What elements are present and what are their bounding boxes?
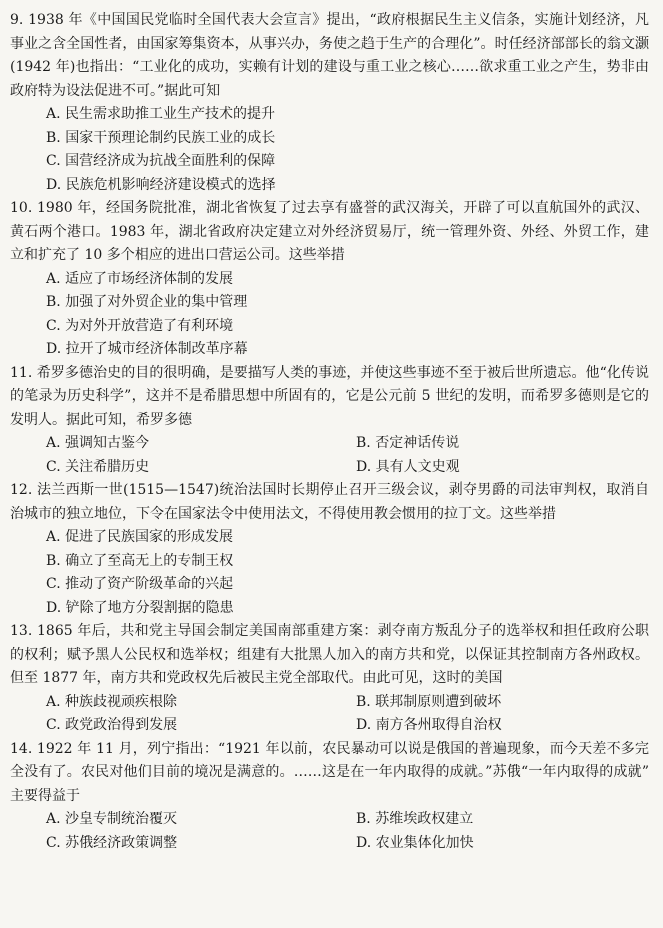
options-list [10,691,649,738]
option-a[interactable]: A. 促进了民族国家的形成发展 [46,529,234,545]
option-b[interactable]: B. 苏维埃政权建立 [356,811,474,827]
option-d[interactable]: D. 南方各州取得自治权 [356,717,502,733]
question-stem: 12. 法兰西斯一世(1515—1547)统治法国时长期停止召开三级会议，剥夺男爵的司法审判权，取消自治城市的独立地位，下令在国家法令中使用法文，不得使用教会惯用的拉丁文。这些举措 [10,482,649,522]
question-11 [10,362,649,480]
question-stem: 14. 1922 年 11 月，列宁指出：“1921 年以前，农民暴动可以说是俄国的普遍现象，而今天差不多完全没有了。农民对他们目前的境况是满意的。……这是在一年内取得的成就。”苏俄“一年内取得的成就” 主要得益于 [10,740,649,804]
options-list [10,808,649,855]
option-c[interactable]: C. 为对外开放营造了有利环境 [46,317,234,334]
option-a[interactable]: A. 适应了市场经济体制的发展 [46,270,234,287]
question-13 [10,620,649,738]
options-list [10,432,649,479]
options-list [10,268,649,362]
option-d[interactable]: D. 铲除了地方分裂割据的隐患 [46,599,234,616]
question-12 [10,479,649,620]
option-d[interactable]: D. 拉开了城市经济体制改革序幕 [46,341,248,357]
question-stem: 10. 1980 年，经国务院批准，湖北省恢复了过去享有盛誉的武汉海关，开辟了可以直航国外的武汉、黄石两个港口。1983 年，湖北省政府决定建立对外经济贸易厅，统一管理外资、外经、外贸工作，建立和扩充了 10 多个相应的进出口营运公司。这些举措 [10,200,649,263]
option-a[interactable]: A. 强调知古鉴今 [46,435,150,451]
question-stem: 9. 1938 年《中国国民党临时全国代表大会宣言》提出，“政府根据民生主义信条，实施计划经济，凡事业之含全国性者，由国家筹集资本，从事兴办，务使之趋于生产的合理化”。时任经济部部长的翁文灏(1942 年)也指出：“工业化的成功，实赖有计划的建设与重工业之核心……欲求重工业之产生，势非由政府特为设法促进不可。”据此可知 [10,12,649,99]
option-c[interactable]: C. 推动了资产阶级革命的兴起 [46,576,234,592]
question-stem: 11. 希罗多德治史的目的很明确，是要描写人类的事迹，并使这些事迹不至于被后世所遗忘。他“化传说的笔录为历史科学”，这并不是希腊思想中所固有的，它是公元前 5 世纪的发明，而希罗多德则是它的发明人。据此可知，希罗多德 [10,364,649,428]
option-c[interactable]: C. 关注希腊历史 [46,458,150,475]
option-a[interactable]: A. 民生需求助推工业生产技术的提升 [46,106,276,122]
option-a[interactable]: A. 种族歧视顽疾根除 [46,693,178,710]
option-b[interactable]: B. 联邦制原则遭到破坏 [356,693,502,710]
option-d[interactable]: D. 农业集体化加快 [356,834,474,851]
question-9 [10,9,649,197]
option-c[interactable]: C. 政党政治得到发展 [46,717,178,733]
question-10 [10,197,649,362]
option-b[interactable]: B. 确立了至高无上的专制王权 [46,552,234,569]
option-b[interactable]: B. 否定神话传说 [356,435,460,451]
option-b[interactable]: B. 国家干预理论制约民族工业的成长 [46,129,276,146]
question-stem: 13. 1865 年后，共和党主导国会制定美国南部重建方案：剥夺南方叛乱分子的选举权和担任政府公职的权利；赋予黑人公民权和选举权；组建有大批黑人加入的南方共和党，以保证其控制南方各州政权。但至 1877 年，南方共和党政权先后被民主党全部取代。由此可见，这时的美国 [10,623,649,686]
question-14 [10,738,649,856]
option-a[interactable]: A. 沙皇专制统治覆灭 [46,811,178,827]
options-list [10,526,649,620]
option-c[interactable]: C. 苏俄经济政策调整 [46,834,178,851]
option-d[interactable]: D. 民族危机影响经济建设模式的选择 [46,176,276,193]
option-b[interactable]: B. 加强了对外贸企业的集中管理 [46,294,248,310]
option-c[interactable]: C. 国营经济成为抗战全面胜利的保障 [46,153,276,169]
options-list [10,103,649,197]
option-d[interactable]: D. 具有人文史观 [356,458,460,475]
